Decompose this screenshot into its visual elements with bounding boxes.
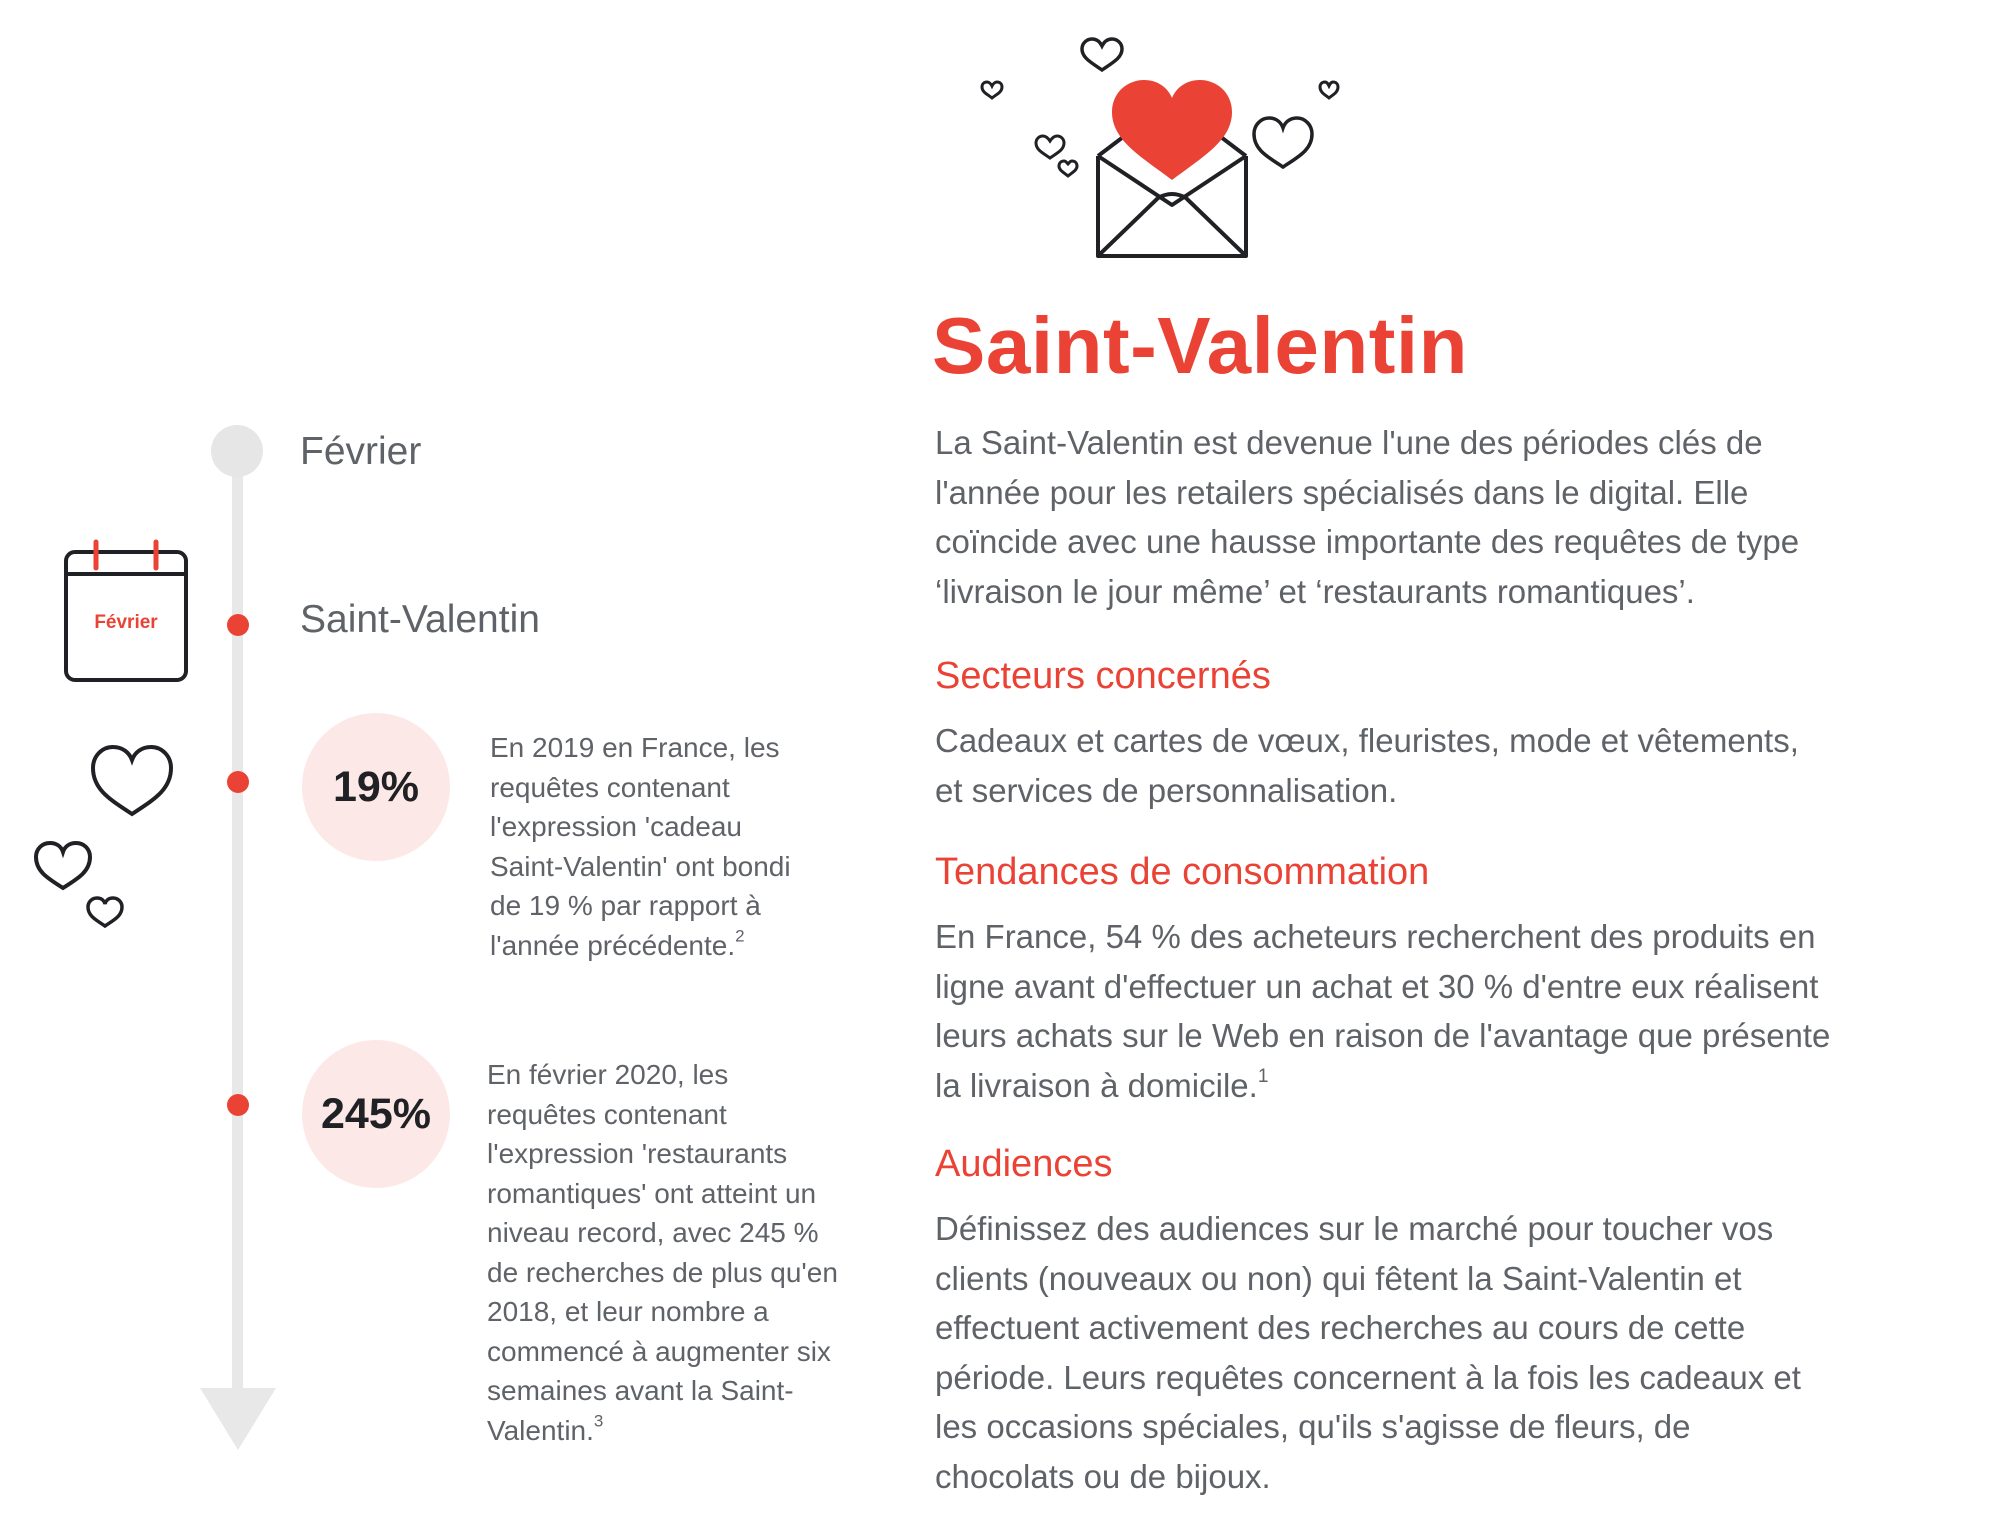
section-line: Cadeaux et cartes de vœux, fleuristes, mode et vêtements, (935, 722, 1799, 759)
footnote-2: 2 (735, 925, 745, 945)
intro-line: l'année pour les retailers spécialisés dans le digital. Elle (935, 473, 1749, 511)
stat-description-1 (490, 728, 820, 965)
stat-1-line: l'expression 'cadeau (490, 811, 742, 842)
stat-2-line: niveau record, avec 245 % (487, 1217, 819, 1248)
section-heading-trends: Tendances de consommation (935, 851, 1430, 893)
stat-2-line: commencé à augmenter six (487, 1335, 831, 1367)
intro-line: ‘livraison le jour même’ et ‘restaurants romantiques’. (935, 572, 1695, 610)
section-line: la livraison à domicile.$^1$ (935, 1065, 1269, 1104)
timeline-line (232, 460, 243, 1402)
section-body-sectors (935, 716, 1965, 815)
stat-1-line: l'année précédente.$^2$ (490, 925, 745, 961)
timeline-dot-stat-1 (227, 771, 249, 793)
stat-value-1: 19% (332, 762, 420, 811)
stat-2-line: l'expression 'restaurants (487, 1138, 788, 1169)
section-line: période. Leurs requêtes concernent à la fois les cadeaux et (935, 1358, 1801, 1396)
timeline-start-marker (211, 425, 263, 477)
stat-1-line: de 19 % par rapport à (490, 890, 761, 921)
timeline-month-label: Février (300, 430, 422, 473)
section-line: chocolats ou de bijoux. (935, 1457, 1271, 1495)
calendar-month-label: Février (94, 612, 158, 633)
footnote-3: 3 (593, 1410, 604, 1430)
stat-value-2: 245% (321, 1089, 431, 1138)
intro-line: La Saint-Valentin est devenue l'une des périodes clés de (935, 424, 1763, 461)
stat-2-line: semaines avant la Saint- (487, 1375, 794, 1406)
heart-outline-icon (25, 730, 185, 940)
stat-2-line: En février 2020, les (487, 1059, 729, 1090)
section-heading-sectors: Secteurs concernés (935, 655, 1271, 697)
section-line: Définissez des audiences sur le marché pour toucher vos (935, 1210, 1774, 1247)
stat-1-line: requêtes contenant (490, 771, 730, 803)
section-body-trends (935, 912, 1975, 1110)
section-line: et services de personnalisation. (935, 771, 1398, 809)
timeline-arrow-icon (200, 1388, 276, 1450)
footnote-1: 1 (1257, 1065, 1269, 1087)
page-title: Saint-Valentin (932, 301, 1468, 390)
envelope-heart-icon (970, 30, 1350, 270)
stat-1-line: En 2019 en France, les (490, 732, 780, 763)
timeline-dot-event (227, 614, 249, 636)
intro-paragraph (935, 418, 1965, 616)
calendar-icon (62, 538, 190, 684)
section-line: clients (nouveaux ou non) qui fêtent la Saint-Valentin et (935, 1259, 1742, 1297)
timeline-event-label: Saint-Valentin (300, 598, 540, 641)
section-heading-audiences: Audiences (935, 1143, 1113, 1185)
section-line: En France, 54 % des acheteurs recherchent des produits en (935, 918, 1816, 955)
section-line: effectuent activement des recherches au cours de cette (935, 1309, 1746, 1346)
stat-2-line: Valentin.$^3$ (487, 1410, 604, 1446)
section-body-audiences (935, 1204, 1975, 1501)
section-line: ligne avant d'effectuer un achat et 30 % d'entre eux réalisent (935, 967, 1819, 1005)
intro-line: coïncide avec une hausse importante des requêtes de type (935, 523, 1800, 560)
timeline-dot-stat-2 (227, 1094, 249, 1116)
stat-description-2 (487, 1055, 867, 1450)
stat-2-line: requêtes contenant (487, 1098, 727, 1130)
stat-2-line: de recherches de plus qu'en (487, 1256, 838, 1288)
stat-circle-1 (302, 713, 450, 861)
stat-circle-2 (302, 1040, 450, 1188)
stat-2-line: romantiques' ont atteint un (487, 1177, 817, 1209)
stat-2-line: 2018, et leur nombre a (487, 1296, 769, 1327)
section-line: leurs achats sur le Web en raison de l'avantage que présente (935, 1017, 1831, 1054)
stat-1-line: Saint-Valentin' ont bondi (490, 850, 791, 882)
section-line: les occasions spéciales, qu'ils s'agisse de fleurs, de (935, 1408, 1691, 1445)
